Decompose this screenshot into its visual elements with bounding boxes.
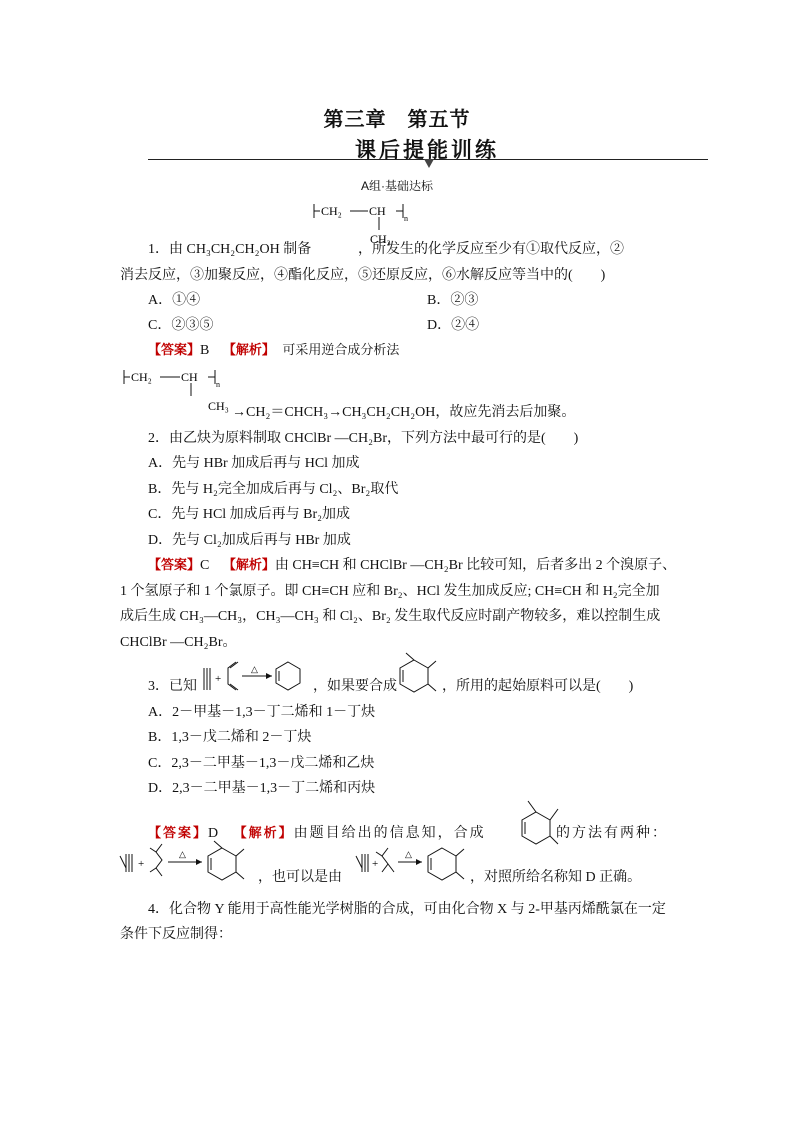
page-subtitle: 课后提能训练 — [355, 138, 499, 162]
q3-stem-c: ，所用的起始原料可以是( ) — [442, 679, 634, 694]
plus-sign: + — [215, 673, 222, 685]
q2-analysis-line1: 由 CH≡CH 和 CHClBr —CH₂Br 比较可知，后者多出 2 个溴原子、 — [274, 558, 677, 573]
q1-line2: 消去反应，③加聚反应，④酯化反应，⑤还原反应，⑥水解反应等当中的( ) — [120, 268, 606, 283]
q1-option-a: A．①④ — [148, 293, 201, 308]
analysis-tag: 【解析】 — [222, 342, 275, 357]
q2-answer-row — [148, 554, 676, 574]
q3-analysis-b: 的方法有两种： — [556, 826, 668, 841]
q3-option-d: D．2,3－二甲基－1,3－丁二烯和丙炔 — [148, 781, 376, 796]
answer-value: D — [208, 826, 221, 841]
analysis-tag: 【解析】 — [222, 557, 275, 572]
q1-line1-a: 1．由 CH₃CH₂CH₂OH 制备 — [148, 242, 312, 257]
q2-analysis-line4: CHClBr —CH₂Br。 — [120, 635, 237, 650]
answer-value: C — [200, 558, 210, 573]
q2-option-b: B．先与 H₂完全加成后再与 Cl₂、Br₂取代 — [148, 482, 399, 497]
ch2-label: CH₂ — [321, 204, 342, 218]
n-label: n — [404, 214, 408, 223]
q1-answer-row — [148, 339, 399, 359]
q2-option-c: C．先与 HCl 加成后再与 Br₂加成 — [148, 507, 351, 522]
q3-analysis-a: 由题目给出的信息知，合成 — [293, 826, 486, 841]
q2-option-d: D．先与 Cl₂加成后再与 HBr 加成 — [148, 533, 351, 548]
q4-line1: 4．化合物 Y 能用于高性能光学树脂的合成，可由化合物 X 与 2-甲基丙烯酰氯在一定 — [148, 902, 666, 917]
q3-analysis-d: ，对照所给名称知 D 正确。 — [470, 870, 642, 885]
q1-line1-b: ，所发生的化学反应至少有①取代反应，② — [358, 242, 624, 257]
synthesis-route-1 — [116, 838, 266, 890]
q2-analysis-line3: 成后生成 CH₃—CH₃，CH₃—CH₃ 和 Cl₂、Br₂ 发生取代反应时副产物较多，难以控制生成 — [120, 609, 661, 624]
q3-analysis-c: ，也可以是由 — [258, 870, 342, 885]
answer-tag: 【答案】 — [148, 557, 201, 572]
q1-option-c: C．②③⑤ — [148, 318, 214, 333]
q3-stem-b: ，如果要合成 — [313, 679, 397, 694]
ch-label: CH — [369, 204, 386, 218]
q1-analysis-chain: →CH₂＝CHCH₃→CH₃CH₂CH₂OH，故应先消去后加聚。 — [232, 405, 576, 420]
plus-sign: + — [372, 858, 379, 870]
ch3-label: CH₃ — [208, 399, 229, 413]
heat-delta: △ — [405, 849, 412, 859]
answer-value: B — [200, 343, 210, 358]
heat-delta: △ — [251, 664, 258, 674]
header-triangle-icon — [424, 159, 434, 168]
dimethylcyclohexadiene-structure — [384, 650, 444, 700]
answer-tag: 【答案】 — [148, 825, 209, 840]
plus-sign: + — [138, 858, 145, 870]
q3-option-c: C．2,3－二甲基－1,3－戊二烯和乙炔 — [148, 756, 375, 771]
polymer-structure-q1-analysis — [120, 364, 250, 414]
ch3-label: CH₃ — [370, 232, 391, 246]
q2-option-a: A．先与 HBr 加成后再与 HCl 加成 — [148, 456, 360, 471]
heat-delta: △ — [179, 849, 186, 859]
analysis-text: 可采用逆合成分析法 — [282, 342, 400, 357]
q4-line2: 条件下反应制得： — [120, 927, 232, 942]
q1-option-b: B．②③ — [427, 293, 479, 308]
ch2-label: CH₂ — [131, 370, 152, 384]
chapter-title: 第三章 第五节 — [323, 109, 471, 131]
q3-option-b: B．1,3－戊二烯和 2－丁炔 — [148, 730, 312, 745]
q2-analysis-line2: 1 个氢原子和 1 个氯原子。即 CH≡CH 应和 Br₂、HCl 发生加成反应; CH≡CH 和 H₂完全加 — [120, 584, 660, 599]
q3-option-a: A．2－甲基－1,3－丁二烯和 1－丁炔 — [148, 705, 376, 720]
answer-tag: 【答案】 — [148, 342, 201, 357]
q2-stem: 2．由乙炔为原料制取 CHClBr —CH₂Br，下列方法中最可行的是( ) — [148, 431, 579, 446]
ch-label: CH — [181, 370, 198, 384]
q1-option-d: D．②④ — [427, 318, 480, 333]
n-label: n — [216, 380, 220, 389]
q3-stem-a: 3．已知 — [148, 679, 197, 694]
group-label: A组·基础达标 — [360, 179, 433, 193]
synthesis-route-2 — [352, 838, 470, 890]
analysis-tag: 【解析】 — [233, 825, 294, 840]
diels-alder-scheme — [196, 654, 308, 700]
